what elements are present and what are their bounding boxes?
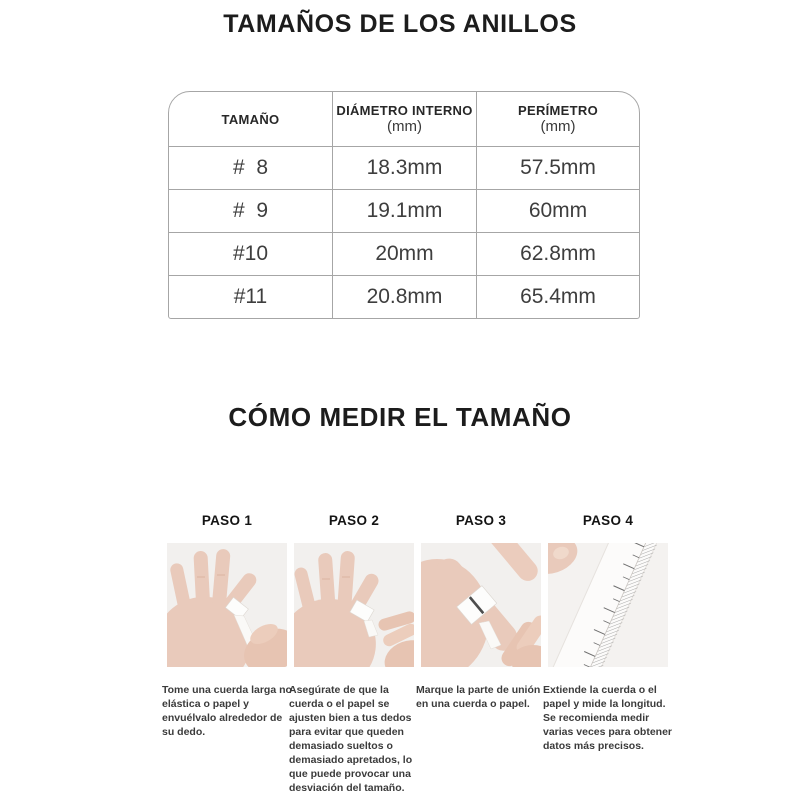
step-1 bbox=[162, 513, 292, 795]
step-label: PASO 1 bbox=[201, 513, 253, 528]
step-label: PASO 4 bbox=[582, 513, 634, 528]
cell-diameter: 19.1mm bbox=[332, 190, 476, 232]
column-label: PERÍMETRO bbox=[518, 102, 598, 118]
table-header-diameter bbox=[332, 92, 476, 146]
cell-diameter: 18.3mm bbox=[332, 147, 476, 189]
measuring-steps bbox=[162, 513, 672, 795]
ring-size-table bbox=[168, 91, 640, 319]
cell-size: # 8 bbox=[232, 156, 269, 179]
column-label: DIÁMETRO INTERNO bbox=[336, 102, 473, 118]
step-description: Tome una cuerda larga no elástica o papel y envuélvalo alrededor de su dedo. bbox=[162, 684, 292, 738]
hand-wrapping-strip-photo bbox=[167, 543, 287, 667]
step-3 bbox=[416, 513, 541, 795]
table-header-perimeter bbox=[476, 92, 639, 146]
cell-diameter: 20mm bbox=[332, 233, 476, 275]
table-row bbox=[169, 232, 639, 275]
cell-diameter: 20.8mm bbox=[332, 276, 476, 318]
cell-perimeter: 65.4mm bbox=[476, 276, 639, 318]
cell-perimeter: 57.5mm bbox=[476, 147, 639, 189]
step-description: Marque la parte de unión en una cuerda o papel. bbox=[416, 684, 541, 710]
step-description: Extiende la cuerda o el papel y mide la longitud. Se recomienda medir varias veces para obtener datos más precisos. bbox=[543, 684, 672, 752]
column-unit: (mm) bbox=[387, 117, 422, 135]
step-description: Asegúrate de que la cuerda o el papel se ajusten bien a tus dedos para evitar que queden demasiado sueltos o demasiado apretados, lo que puede provocar una desviación del tamaño. bbox=[289, 684, 413, 794]
step-4 bbox=[543, 513, 672, 795]
hand-marking-strip-photo bbox=[421, 543, 541, 667]
column-unit: (mm) bbox=[540, 117, 576, 135]
ruler-measuring-photo bbox=[548, 543, 668, 667]
page-title: TAMAÑOS DE LOS ANILLOS bbox=[223, 10, 577, 38]
hand-adjusting-strip-photo bbox=[294, 543, 414, 667]
cell-size: # 9 bbox=[232, 199, 269, 222]
table-header-size bbox=[169, 92, 332, 146]
cell-perimeter: 60mm bbox=[476, 190, 639, 232]
step-2 bbox=[289, 513, 414, 795]
column-label: TAMAÑO bbox=[221, 111, 280, 127]
table-row bbox=[169, 146, 639, 189]
section-title-how-to-measure: CÓMO MEDIR EL TAMAÑO bbox=[228, 402, 572, 432]
cell-size: #10 bbox=[232, 242, 269, 265]
table-row bbox=[169, 189, 639, 232]
table-row bbox=[169, 275, 639, 318]
cell-size: #11 bbox=[233, 285, 268, 308]
step-label: PASO 3 bbox=[455, 513, 507, 528]
cell-perimeter: 62.8mm bbox=[476, 233, 639, 275]
step-label: PASO 2 bbox=[328, 513, 380, 528]
table-header-row bbox=[169, 92, 639, 146]
